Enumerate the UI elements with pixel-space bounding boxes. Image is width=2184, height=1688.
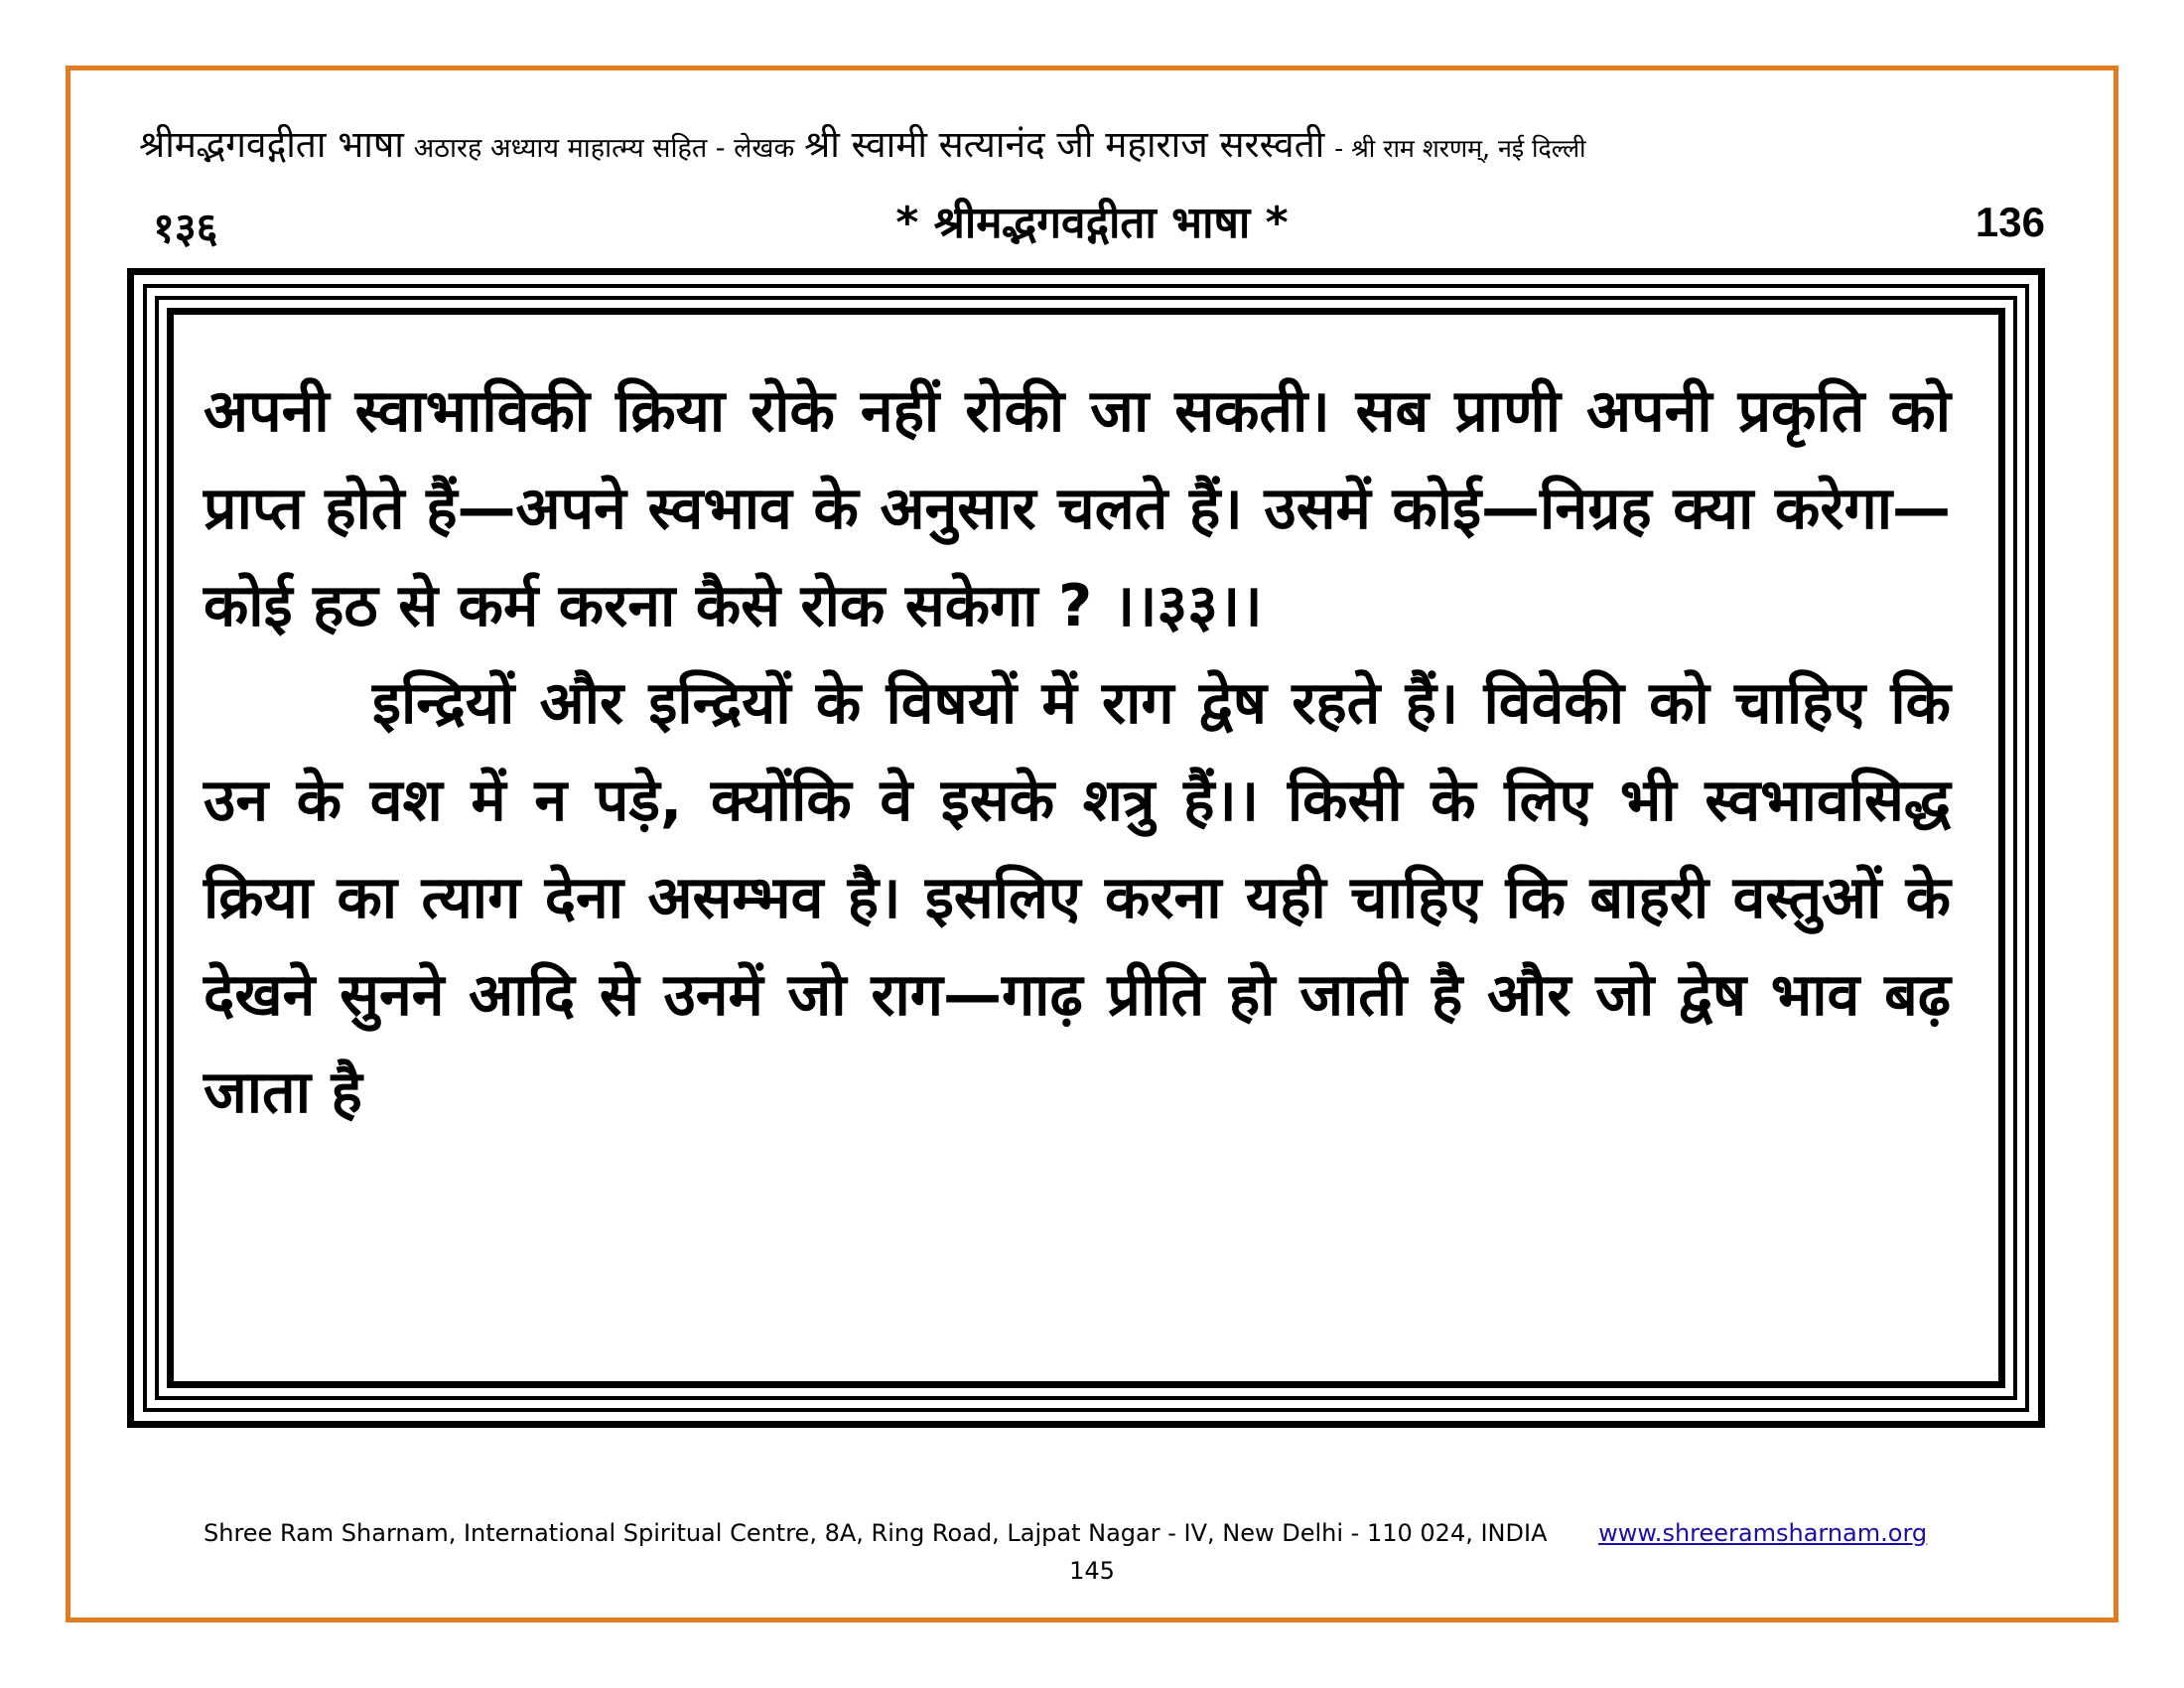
page-number-latin: 136 (1975, 199, 2045, 245)
paragraph-verse-33: अपनी स्वाभाविकी क्रिया रोके नहीं रोकी जा सकती। सब प्राणी अपनी प्रकृति को प्राप्त होते हैं—अपने स्वभाव के अनुसार चलते हैं। उसमें कोई—निग्रह क्या करेगा—कोई हठ से कर्म करना कैसे रोक सकेगा ? ।।३३।। (204, 376, 1951, 639)
header-publisher: - श्री राम शरणम्, नई दिल्ली (1334, 134, 1586, 163)
page-number-devanagari: १३६ (153, 204, 218, 252)
scripture-text (204, 362, 1951, 1141)
footer-address-line (204, 1519, 1927, 1547)
footer-page-number: 145 (1069, 1557, 1115, 1585)
header-title: श्रीमद्भगवद्गीता भाषा (139, 123, 404, 166)
running-head (139, 191, 2045, 250)
paragraph-commentary: इन्द्रियों और इन्द्रियों के विषयों में राग द्वेष रहते हैं। विवेकी को चाहिए कि उन के वश में न पड़े, क्योंकि वे इसके शत्रु हैं।। किसी के लिए भी स्वभावसिद्ध क्रिया का त्याग देना असम्भव है। इसलिए करना यही चाहिए कि बाहरी वस्तुओं के देखने सुनने आदि से उनमें जो राग—गाढ़ प्रीति हो जाती है और जो द्वेष भाव बढ़ जाता है (204, 668, 1951, 1126)
footer-address: Shree Ram Sharnam, International Spiritual Centre, 8A, Ring Road, Lajpat Nagar - IV, New Delhi - 110 024, INDIA (204, 1519, 1548, 1547)
header-subtitle: अठारह अध्याय माहात्म्य सहित - लेखक (413, 133, 795, 164)
header-author: श्री स्वामी सत्यानंद जी महाराज सरस्वती (804, 123, 1325, 166)
book-title: * श्रीमद्भगवद्गीता भाषा * (895, 198, 1289, 248)
header-line (139, 117, 2065, 168)
website-link[interactable]: www.shreeramsharnam.org (1598, 1519, 1928, 1547)
